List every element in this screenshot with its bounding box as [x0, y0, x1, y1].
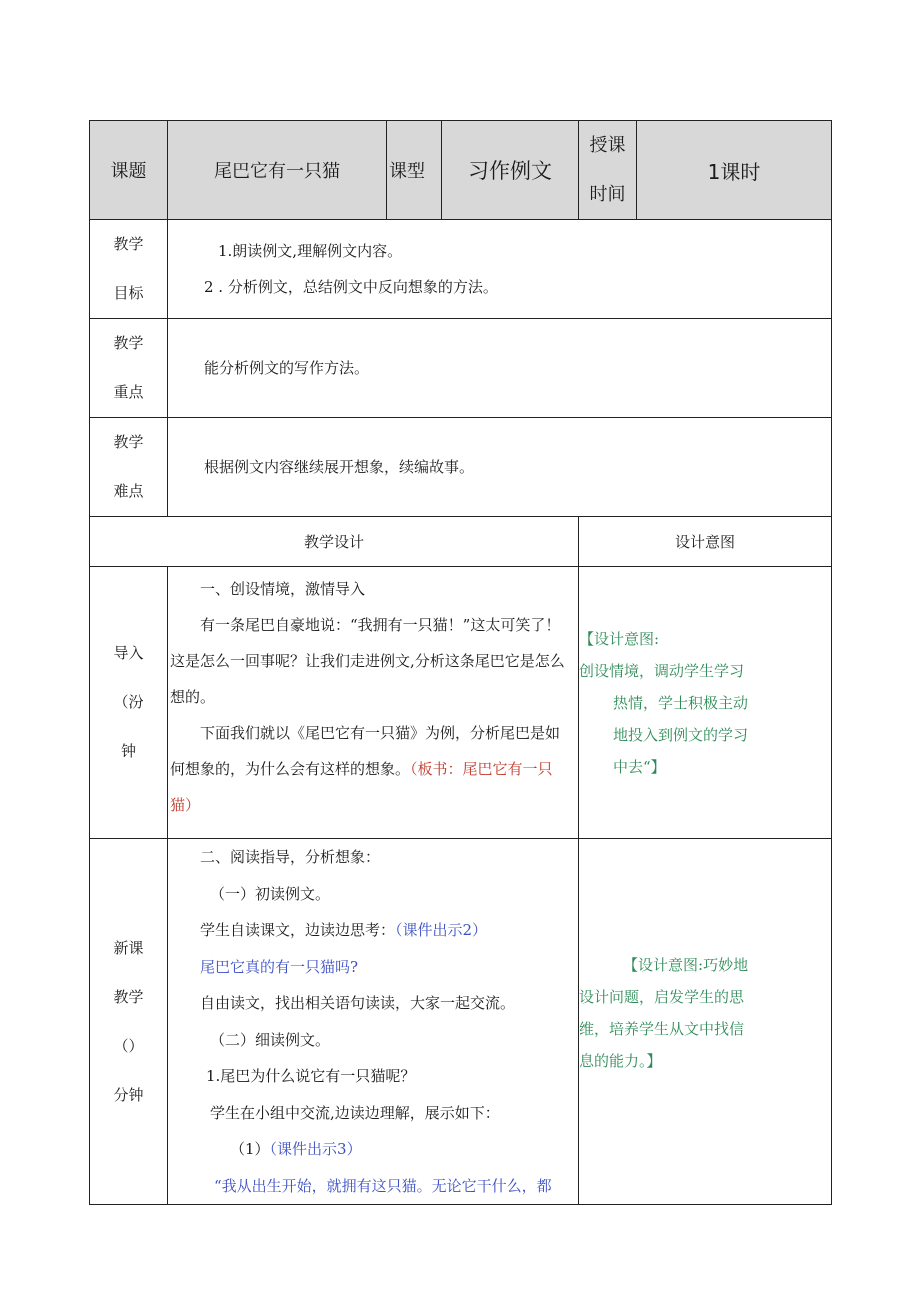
- goals-label: 教学 目标: [90, 220, 168, 319]
- lesson-plan-table: [89, 120, 832, 1205]
- courseware-note: （课件出示3）: [269, 1140, 362, 1158]
- guiding-question: 尾巴它真的有一只猫吗?: [200, 957, 359, 976]
- goals-row: [90, 220, 832, 319]
- design-header-right: 设计意图: [579, 517, 832, 567]
- question-line: 1.尾巴为什么说它有一只猫呢？: [206, 1067, 416, 1085]
- intro-intent: 【设计意图: 创设情境，调动学生学习 热情，学士积极主动 地投入到例文的学习 中去“】: [579, 567, 832, 839]
- difficulties-text: 根据例文内容继续展开想象，续编故事。: [168, 418, 832, 517]
- time-label: 授课 时间: [579, 121, 637, 220]
- new-lesson-row: [90, 839, 832, 1205]
- goals-content: [168, 220, 832, 319]
- difficulties-row: [90, 418, 832, 517]
- new-lesson-content: [168, 839, 579, 1205]
- courseware-note: （课件出示2）: [395, 921, 488, 939]
- intro-label: 导入 （汾 钟: [90, 567, 168, 839]
- intro-para: 下面我们就以《尾巴它有一只猫》为例，分析尾巴是如何想象的，为什么会有这样的想象。（板书：尾巴它有一只猫）: [170, 724, 561, 814]
- header-row: [90, 121, 832, 220]
- key-points-text: 能分析例文的写作方法。: [168, 319, 832, 418]
- topic-label: 课题: [90, 121, 168, 220]
- new-lesson-heading: 二、阅读指导，分析想象：: [200, 848, 381, 866]
- time-value: 1课时: [637, 121, 832, 220]
- new-lesson-label: 新课 教学 （） 分钟: [90, 839, 168, 1205]
- lesson-plan-document: [89, 120, 831, 1195]
- key-points-row: [90, 319, 832, 418]
- quote-line: “我从出生开始，就拥有这只猫。无论它干什么，都: [214, 1176, 552, 1195]
- design-header-left: 教学设计: [90, 517, 579, 567]
- key-points-label: 教学 重点: [90, 319, 168, 418]
- board-note: （板书：尾巴它有一只猫）: [170, 760, 553, 814]
- text-line: 学生自读课文，边读边思考：（课件出示2）: [200, 921, 488, 939]
- intro-row: [90, 567, 832, 839]
- intro-heading: 一、创设情境，激情导入: [200, 580, 366, 598]
- type-value: 习作例文: [442, 121, 579, 220]
- type-label: 课型: [387, 121, 442, 220]
- difficulties-label: 教学 难点: [90, 418, 168, 517]
- design-header-row: [90, 517, 832, 567]
- intro-para: 有一条尾巴自豪地说：“我拥有一只猫！”这太可笑了！这是怎么一回事呢？让我们走进例文,分析这条尾巴它是怎么想的。: [170, 616, 565, 706]
- subheading: （一）初读例文。: [210, 884, 331, 903]
- list-item: （1）（课件出示3）: [230, 1140, 362, 1158]
- goal-item: 2 . 分析例文，总结例文中反向想象的方法。: [204, 278, 498, 296]
- intro-content: [168, 567, 579, 839]
- topic-value: 尾巴它有一只猫: [168, 121, 387, 220]
- goal-item: 1.朗读例文,理解例文内容。: [218, 242, 403, 260]
- text-line: 自由读文，找出相关语句读读，大家一起交流。: [200, 994, 516, 1012]
- subheading: （二）细读例文。: [210, 1030, 331, 1049]
- text-line: 学生在小组中交流,边读边理解，展示如下：: [210, 1103, 500, 1122]
- new-lesson-intent: 【设计意图:巧妙地 设计问题，启发学生的思 维，培养学生从文中找信 息的能力。】: [579, 839, 832, 1205]
